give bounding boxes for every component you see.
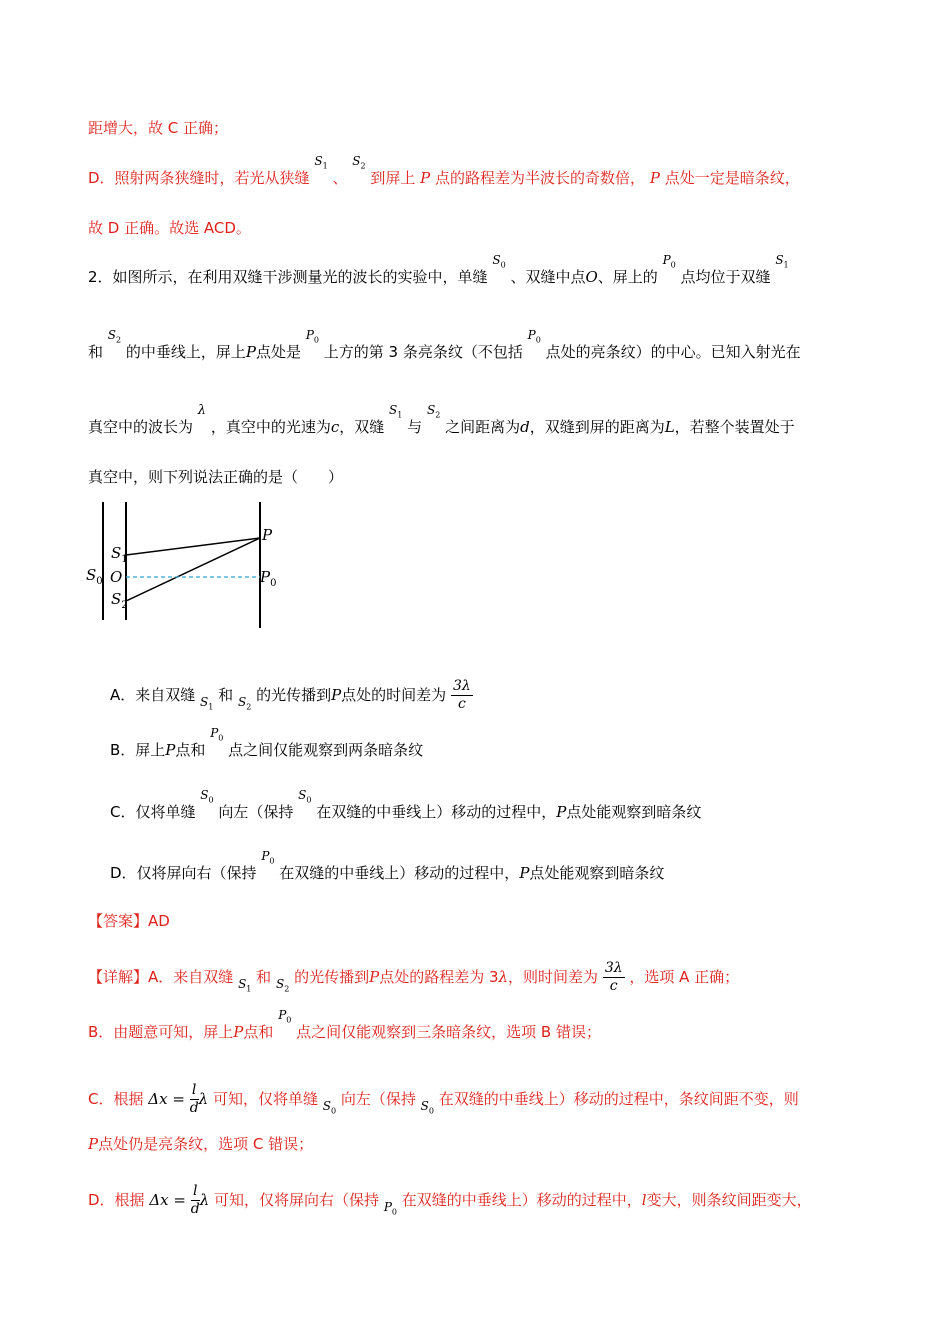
- text: 变大，则条纹间距变大，: [646, 1191, 812, 1209]
- ray-s1-p: [126, 538, 260, 555]
- fraction-l-over-d: $\frac{l}{d}$: [190, 1183, 200, 1217]
- symbol-p0: P0: [278, 1008, 292, 1025]
- text: 在双缝的中垂线上）移动的过程中，条纹间距不变，则: [438, 1090, 799, 1108]
- option-a: [110, 678, 473, 713]
- fraction-l-over-d: $\frac{l}{d}$: [189, 1082, 199, 1116]
- text: 和: [88, 343, 104, 361]
- label-o: O: [110, 568, 123, 586]
- text: 点的路程差为半波长的奇数倍，: [435, 169, 646, 187]
- text: 点处能观察到暗条纹: [529, 864, 665, 882]
- text: 和: [256, 968, 272, 986]
- text: 的光传播到: [256, 686, 332, 704]
- symbol-p: P: [88, 1135, 99, 1153]
- question-line-4: 真空中，则下列说法正确的是（ ）: [88, 468, 344, 486]
- symbol-s2: S2: [275, 977, 290, 994]
- symbol-p: P: [369, 968, 380, 986]
- symbol-p0: P0: [261, 849, 275, 866]
- question-line-1: [88, 253, 789, 293]
- prev-line-3: 故 D 正确。故选 ACD。: [88, 219, 251, 237]
- text: A．来自双缝: [110, 686, 196, 704]
- text: D．根据: [88, 1191, 145, 1209]
- text: 点均位于双缝: [680, 268, 771, 286]
- symbol-s1: S1: [200, 695, 214, 712]
- text: ，选项 A 正确；: [629, 968, 740, 986]
- text: 之间距离为: [445, 418, 521, 436]
- text: 与: [407, 418, 423, 436]
- text: B．屏上: [110, 741, 166, 759]
- text: ，真空中的光速为: [210, 418, 331, 436]
- text: 点处的时间差为: [341, 686, 447, 704]
- symbol-s2: S2: [237, 695, 252, 712]
- ray-s2-p: [126, 538, 260, 601]
- question-line-2: [88, 328, 801, 368]
- text: 点之间仅能观察到三条暗条纹，选项 B 错误；: [296, 1023, 601, 1041]
- text: 点处的路程差为 3: [379, 968, 499, 986]
- symbol-p: P: [420, 169, 431, 187]
- label-s1: $S_1$: [111, 544, 128, 565]
- symbol-s2: S2: [352, 154, 366, 171]
- symbol-lambda: λ: [498, 968, 509, 986]
- symbol-lambda: λ: [198, 1090, 209, 1108]
- explanation-c-cont: [88, 1134, 313, 1154]
- text: 点和: [175, 741, 206, 759]
- symbol-c: c: [330, 418, 340, 436]
- text: ，双缝到屏的距离为: [529, 418, 665, 436]
- text: B．由题意可知，屏上: [88, 1023, 234, 1041]
- symbol-s1: S1: [389, 403, 403, 420]
- symbol-p: P: [331, 686, 342, 704]
- text: 点处是: [256, 343, 302, 361]
- symbol-p0: P0: [383, 1200, 397, 1217]
- text: 点处的亮条纹）的中心。已知入射光在: [545, 343, 801, 361]
- label-p0: $P_0$: [260, 568, 277, 589]
- label-s0: $S_0$: [86, 566, 103, 587]
- symbol-s0: S0: [492, 253, 506, 270]
- symbol-l: l: [641, 1191, 647, 1209]
- symbol-s0: S0: [322, 1099, 337, 1116]
- symbol-s1: S1: [775, 253, 789, 270]
- text: 点和: [243, 1023, 274, 1041]
- symbol-s2: S2: [426, 403, 441, 420]
- symbol-p0: P0: [662, 253, 676, 270]
- text: ，双缝: [339, 418, 385, 436]
- symbol-s0: S0: [298, 788, 312, 805]
- symbol-d: d: [520, 418, 530, 436]
- option-c: [110, 788, 702, 828]
- symbol-o: O: [585, 268, 598, 286]
- text: D．照射两条狭缝时，若光从狭缝: [88, 169, 310, 187]
- text: ，若整个装置处于: [674, 418, 795, 436]
- symbol-lambda: λ: [199, 1191, 210, 1209]
- text: 2．如图所示，在利用双缝干涉测量光的波长的实验中，单缝: [88, 268, 488, 286]
- explanation-d: [88, 1183, 812, 1218]
- symbol-p0: P0: [305, 328, 319, 345]
- symbol-p0: P0: [527, 328, 541, 345]
- text: C．根据: [88, 1090, 144, 1108]
- text: 的光传播到: [294, 968, 370, 986]
- text: 可知，仅将屏向右（保持: [214, 1191, 380, 1209]
- text: 上方的第 3 条亮条纹（不包括: [323, 343, 523, 361]
- text: 的中垂线上，屏上: [125, 343, 246, 361]
- symbol-lambda: λ: [197, 403, 207, 418]
- answer-label: 【答案】AD: [88, 912, 170, 930]
- explanation-b: [88, 1008, 601, 1048]
- fraction-3lambda-over-c: $\frac{3\lambda}{c}$: [604, 960, 623, 994]
- explanation-c: [88, 1082, 799, 1117]
- text: 【详解】: [88, 968, 149, 986]
- formula-delta-x: Δx =: [148, 1090, 185, 1108]
- explanation-a: [88, 960, 739, 995]
- text: 在双缝的中垂线上）移动的过程中，: [401, 1191, 642, 1209]
- prev-line-1: 距增大，故 C 正确；: [88, 119, 229, 137]
- symbol-l: L: [664, 418, 675, 436]
- symbol-s0: S0: [420, 1099, 434, 1116]
- symbol-s0: S0: [200, 788, 214, 805]
- symbol-p: P: [519, 864, 530, 882]
- text: A．来自双缝: [148, 968, 234, 986]
- option-b: [110, 726, 424, 766]
- question-line-3: [88, 403, 795, 443]
- double-slit-diagram: [84, 500, 284, 630]
- text: 点处一定是暗条纹，: [664, 169, 800, 187]
- text: 点处能观察到暗条纹: [566, 803, 702, 821]
- text: 点之间仅能观察到两条暗条纹: [228, 741, 424, 759]
- symbol-s1: S1: [314, 154, 328, 171]
- symbol-p: P: [245, 343, 257, 361]
- text: ，则时间差为: [508, 968, 599, 986]
- text: D．仅将屏向右（保持: [110, 864, 257, 882]
- text: 可知，仅将单缝: [212, 1090, 318, 1108]
- text: 在双缝的中垂线上）移动的过程中，: [279, 864, 520, 882]
- text: 到屏上: [370, 169, 416, 187]
- symbol-p: P: [649, 169, 660, 187]
- symbol-p0: P0: [210, 726, 224, 743]
- symbol-s1: S1: [238, 977, 252, 994]
- formula-delta-x: Δx =: [149, 1191, 186, 1209]
- symbol-p: P: [556, 803, 567, 821]
- prev-line-2: [88, 154, 800, 194]
- text: 点处仍是亮条纹，选项 C 错误；: [98, 1135, 314, 1153]
- symbol-s2: S2: [107, 328, 122, 345]
- option-d: [110, 849, 665, 889]
- text: 向左（保持: [218, 803, 294, 821]
- text: 在双缝的中垂线上）移动的过程中，: [316, 803, 557, 821]
- label-p: P: [262, 526, 273, 544]
- label-s2: $S_2$: [111, 590, 128, 611]
- text: 、屏上的: [597, 268, 658, 286]
- text: 、: [332, 169, 348, 187]
- text: 、双缝中点: [510, 268, 586, 286]
- text: 真空中的波长为: [88, 418, 194, 436]
- text: C．仅将单缝: [110, 803, 196, 821]
- text: 向左（保持: [340, 1090, 416, 1108]
- symbol-p: P: [233, 1023, 244, 1041]
- symbol-p: P: [165, 741, 176, 759]
- fraction-3lambda-over-c: $\frac{3\lambda}{c}$: [452, 678, 471, 712]
- text: 和: [218, 686, 234, 704]
